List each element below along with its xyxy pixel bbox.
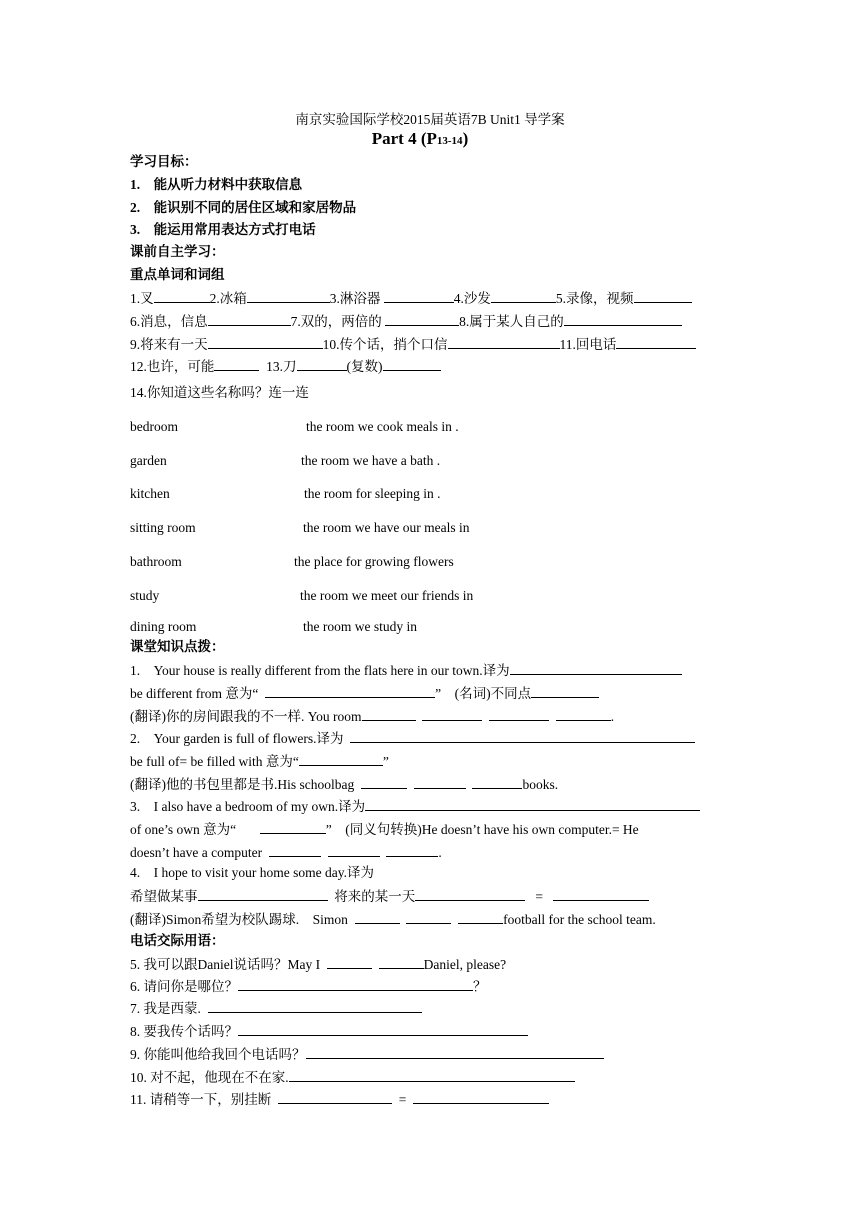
point-3: 3. I also have a bedroom of my own.译为 [130, 797, 700, 816]
match-term[interactable]: study [130, 588, 160, 603]
match-definition[interactable]: the room we study in [303, 619, 417, 634]
answer-blank[interactable] [297, 357, 347, 371]
answer-blank[interactable] [208, 312, 291, 326]
point-3-rewrite: doesn’t have a computer . [130, 845, 442, 860]
answer-blank[interactable] [448, 335, 560, 349]
match-term[interactable]: garden [130, 453, 167, 468]
answer-blank[interactable] [556, 707, 611, 721]
phone-item-10: 10. 对不起，他现在不在家. [130, 1068, 575, 1087]
point-4-phrase: 希望做某事 将来的某一天 = [130, 887, 649, 906]
phone-item-7: 7. 我是西蒙. [130, 999, 422, 1018]
answer-blank[interactable] [413, 1090, 549, 1104]
goal-item: 1. 能从听力材料中获取信息 [130, 177, 303, 192]
match-definition[interactable]: the room we cook meals in . [306, 419, 459, 434]
answer-blank[interactable] [328, 843, 380, 857]
answer-blank[interactable] [238, 1022, 528, 1036]
match-term[interactable]: kitchen [130, 486, 170, 501]
point-1-phrase: be different from 意为“ ” (名词)不同点 [130, 684, 599, 703]
answer-blank[interactable] [385, 312, 459, 326]
preview-heading: 课前自主学习： [130, 244, 225, 259]
answer-blank[interactable] [383, 357, 441, 371]
answer-blank[interactable] [384, 289, 454, 303]
match-definition[interactable]: the room we have our meals in [303, 520, 470, 535]
phone-item-11: 11. 请稍等一下，别挂断 = [130, 1090, 549, 1109]
goal-item: 3. 能运用常用表达方式打电话 [130, 222, 316, 237]
answer-blank[interactable] [350, 729, 695, 743]
answer-blank[interactable] [299, 752, 383, 766]
point-2: 2. Your garden is full of flowers.译为 [130, 729, 695, 748]
point-4-translate: (翻译)Simon希望为校队踢球. Simon football for the school team. [130, 912, 656, 927]
answer-blank[interactable] [361, 775, 407, 789]
answer-blank[interactable] [406, 910, 451, 924]
answer-blank[interactable] [472, 775, 522, 789]
answer-blank[interactable] [327, 955, 372, 969]
answer-blank[interactable] [214, 357, 259, 371]
vocab-line-1: 1.叉 2.冰箱 3.淋浴器 4.沙发 5.录像，视频 [130, 289, 692, 308]
phone-item-9: 9. 你能叫他给我回个电话吗？ [130, 1045, 604, 1064]
answer-blank[interactable] [355, 910, 400, 924]
answer-blank[interactable] [531, 684, 599, 698]
match-definition[interactable]: the place for growing flowers [294, 554, 454, 569]
answer-blank[interactable] [510, 661, 682, 675]
phone-item-8: 8. 要我传个话吗？ [130, 1022, 528, 1041]
answer-blank[interactable] [362, 707, 416, 721]
phone-item-5: 5. 我可以跟Daniel说话吗？May I Daniel, please? [130, 957, 507, 972]
point-2-phrase: be full of= be filled with 意为“ ” [130, 754, 389, 769]
answer-blank[interactable] [422, 707, 482, 721]
answer-blank[interactable] [379, 955, 424, 969]
answer-blank[interactable] [491, 289, 556, 303]
answer-blank[interactable] [208, 999, 422, 1013]
vocab-line-4: 12.也许，可能 13.刀 (复数) [130, 357, 441, 376]
answer-blank[interactable] [458, 910, 503, 924]
answer-blank[interactable] [238, 977, 473, 991]
answer-blank[interactable] [278, 1090, 392, 1104]
goal-item: 2. 能识别不同的居住区域和家居物品 [130, 200, 357, 215]
point-2-translate: (翻译)他的书包里都是书.His schoolbag books. [130, 777, 559, 792]
match-term[interactable]: bathroom [130, 554, 182, 569]
vocab-line-2: 6.消息，信息 7.双的，两倍的 8.属于某人自己的 [130, 312, 682, 331]
match-heading: 14.你知道这些名称吗？连一连 [130, 385, 309, 400]
answer-blank[interactable] [489, 707, 549, 721]
goals-heading: 学习目标： [130, 154, 198, 169]
answer-blank[interactable] [414, 775, 466, 789]
answer-blank[interactable] [265, 684, 435, 698]
answer-blank[interactable] [365, 797, 700, 811]
answer-blank[interactable] [208, 335, 323, 349]
match-definition[interactable]: the room for sleeping in . [304, 486, 441, 501]
answer-blank[interactable] [154, 289, 210, 303]
answer-blank[interactable] [198, 887, 328, 901]
answer-blank[interactable] [289, 1068, 575, 1082]
vocab-line-3: 9.将来有一天 10.传个话，捎个口信 11.回电话 [130, 335, 696, 354]
answer-blank[interactable] [386, 843, 438, 857]
answer-blank[interactable] [269, 843, 321, 857]
answer-blank[interactable] [553, 887, 649, 901]
match-term[interactable]: bedroom [130, 419, 178, 434]
answer-blank[interactable] [306, 1045, 604, 1059]
point-1: 1. Your house is really different from the flats here in our town.译为 [130, 661, 682, 680]
phone-item-6: 6. 请问你是哪位？ ？ [130, 979, 487, 994]
answer-blank[interactable] [260, 820, 326, 834]
answer-blank[interactable] [634, 289, 692, 303]
point-3-phrase: of one’s own 意为“ ” (同义句转换)He doesn’t have his own computer.= He [130, 822, 639, 837]
classroom-heading: 课堂知识点拨： [130, 639, 225, 654]
phone-heading: 电话交际用语： [130, 933, 225, 948]
answer-blank[interactable] [616, 335, 696, 349]
match-term[interactable]: dining room [130, 619, 197, 634]
match-definition[interactable]: the room we meet our friends in [300, 588, 474, 603]
match-definition[interactable]: the room we have a bath . [301, 453, 441, 468]
document-subtitle: 南京实验国际学校2015届英语7B Unit1 导学案 [295, 112, 565, 127]
answer-blank[interactable] [247, 289, 330, 303]
answer-blank[interactable] [415, 887, 525, 901]
point-1-translate: (翻译)你的房间跟我的不一样. You room . [130, 709, 615, 724]
point-4: 4. I hope to visit your home some day.译为 [130, 865, 374, 880]
answer-blank[interactable] [564, 312, 682, 326]
document-title: Part 4 (P13-14) [371, 129, 469, 148]
match-term[interactable]: sitting room [130, 520, 196, 535]
vocab-heading: 重点单词和词组 [130, 267, 225, 282]
